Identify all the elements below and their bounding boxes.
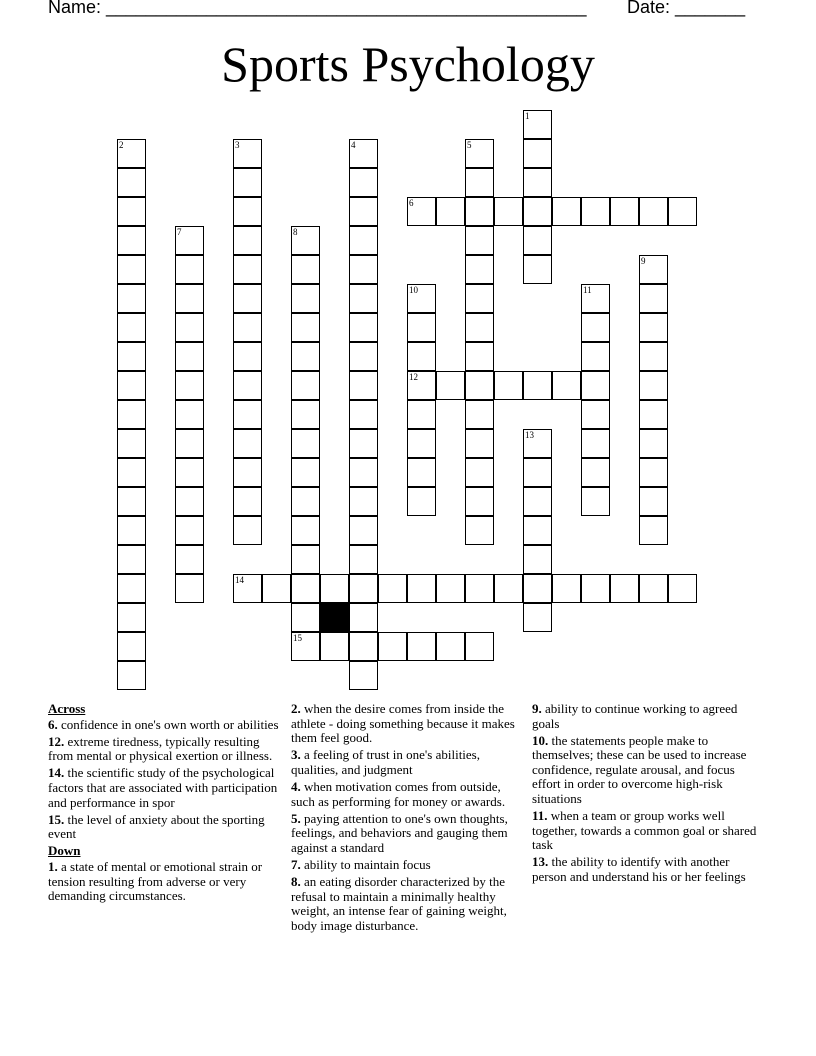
grid-cell[interactable] bbox=[523, 487, 552, 516]
grid-cell[interactable] bbox=[349, 313, 378, 342]
down-clue-9: 9. ability to continue working to agreed goals bbox=[532, 701, 738, 731]
grid-cell[interactable] bbox=[291, 458, 320, 487]
clues-column-3 bbox=[532, 702, 758, 887]
grid-cell[interactable] bbox=[349, 226, 378, 255]
clue-number: 7 bbox=[177, 227, 182, 237]
clue-number: 1 bbox=[525, 111, 530, 121]
grid-cell[interactable] bbox=[349, 400, 378, 429]
grid-cell[interactable] bbox=[378, 574, 407, 603]
grid-cell[interactable] bbox=[349, 371, 378, 400]
grid-cell[interactable] bbox=[407, 429, 436, 458]
grid-cell[interactable] bbox=[117, 284, 146, 313]
grid-cell[interactable] bbox=[465, 371, 494, 400]
grid-cell[interactable] bbox=[465, 284, 494, 313]
grid-cell[interactable] bbox=[581, 197, 610, 226]
grid-block bbox=[320, 603, 349, 632]
grid-cell[interactable] bbox=[117, 197, 146, 226]
grid-cell[interactable] bbox=[349, 429, 378, 458]
grid-cell[interactable] bbox=[349, 284, 378, 313]
grid-cell[interactable] bbox=[320, 632, 349, 661]
grid-cell[interactable] bbox=[407, 342, 436, 371]
grid-cell[interactable] bbox=[436, 632, 465, 661]
grid-cell[interactable] bbox=[407, 458, 436, 487]
grid-cell[interactable] bbox=[117, 545, 146, 574]
clue-number: 8 bbox=[293, 227, 298, 237]
grid-cell[interactable] bbox=[320, 574, 349, 603]
grid-cell[interactable] bbox=[494, 574, 523, 603]
grid-cell[interactable] bbox=[291, 487, 320, 516]
grid-cell[interactable] bbox=[117, 632, 146, 661]
grid-cell[interactable] bbox=[233, 371, 262, 400]
grid-cell[interactable] bbox=[465, 429, 494, 458]
grid-cell[interactable] bbox=[668, 197, 697, 226]
clue-number: 15 bbox=[293, 633, 302, 643]
grid-cell[interactable] bbox=[552, 197, 581, 226]
grid-cell[interactable] bbox=[465, 632, 494, 661]
down-clue-4: 4. when motivation comes from outside, such as performing for money or awards. bbox=[291, 778, 506, 809]
grid-cell[interactable] bbox=[639, 371, 668, 400]
grid-cell[interactable] bbox=[291, 603, 320, 632]
grid-cell[interactable] bbox=[291, 400, 320, 429]
grid-cell[interactable] bbox=[552, 371, 581, 400]
grid-cell[interactable] bbox=[349, 197, 378, 226]
grid-cell[interactable] bbox=[523, 603, 552, 632]
grid-cell[interactable] bbox=[436, 197, 465, 226]
clue-number: 4 bbox=[351, 140, 356, 150]
grid-cell[interactable] bbox=[668, 574, 697, 603]
grid-cell[interactable] bbox=[465, 342, 494, 371]
grid-cell[interactable] bbox=[465, 400, 494, 429]
clue-number: 11 bbox=[583, 285, 592, 295]
grid-cell[interactable] bbox=[639, 342, 668, 371]
name-field[interactable]: Name: ________________________________________________ bbox=[48, 0, 587, 17]
grid-cell[interactable] bbox=[581, 400, 610, 429]
grid-cell[interactable] bbox=[175, 545, 204, 574]
grid-cell[interactable] bbox=[233, 516, 262, 545]
grid-cell[interactable] bbox=[117, 603, 146, 632]
grid-cell[interactable] bbox=[523, 574, 552, 603]
grid-cell[interactable] bbox=[523, 516, 552, 545]
grid-cell[interactable] bbox=[175, 342, 204, 371]
grid-cell[interactable] bbox=[523, 168, 552, 197]
grid-cell[interactable] bbox=[291, 516, 320, 545]
grid-cell[interactable] bbox=[117, 255, 146, 284]
clues-column-1 bbox=[48, 702, 280, 906]
grid-cell[interactable] bbox=[291, 545, 320, 574]
grid-cell[interactable] bbox=[349, 632, 378, 661]
across-clue-14: 14. the scientific study of the psychological factors that are associated with participation and performance in spor bbox=[48, 765, 278, 810]
grid-cell[interactable] bbox=[523, 545, 552, 574]
grid-cell[interactable] bbox=[581, 458, 610, 487]
grid-cell[interactable] bbox=[349, 487, 378, 516]
grid-cell[interactable] bbox=[233, 313, 262, 342]
grid-cell[interactable] bbox=[349, 574, 378, 603]
grid-cell[interactable] bbox=[233, 458, 262, 487]
grid-cell[interactable] bbox=[581, 429, 610, 458]
grid-cell[interactable] bbox=[407, 487, 436, 516]
grid-cell[interactable] bbox=[349, 516, 378, 545]
across-heading: Across bbox=[48, 701, 86, 716]
grid-cell[interactable] bbox=[117, 168, 146, 197]
grid-cell[interactable] bbox=[465, 458, 494, 487]
clue-number: 13 bbox=[525, 430, 534, 440]
grid-cell[interactable] bbox=[175, 458, 204, 487]
grid-cell[interactable] bbox=[349, 255, 378, 284]
grid-cell[interactable] bbox=[639, 400, 668, 429]
down-clue-7: 7. ability to maintain focus bbox=[291, 856, 431, 872]
grid-cell[interactable] bbox=[465, 487, 494, 516]
grid-cell[interactable] bbox=[117, 313, 146, 342]
down-clue-1: 1. a state of mental or emotional strain or tension resulting from adverse or very demanding circumstances. bbox=[48, 858, 263, 904]
down-clue-10: 10. the statements people make to themselves; these can be used to increase confidence, regulate arousal, and focus effort in order to overcome high-risk situations bbox=[532, 732, 747, 807]
grid-cell[interactable] bbox=[378, 632, 407, 661]
clue-number: 10 bbox=[409, 285, 418, 295]
grid-cell[interactable] bbox=[639, 313, 668, 342]
grid-cell[interactable] bbox=[465, 226, 494, 255]
across-clue-6: 6. confidence in one's own worth or abilities bbox=[48, 716, 279, 732]
grid-cell[interactable] bbox=[349, 661, 378, 690]
grid-cell[interactable] bbox=[523, 458, 552, 487]
grid-cell[interactable] bbox=[117, 429, 146, 458]
down-clue-8: 8. an eating disorder characterized by the refusal to maintain a minimally healthy weight, an intense fear of gaining weight, body image disturbance. bbox=[291, 874, 507, 933]
grid-cell[interactable] bbox=[175, 284, 204, 313]
grid-cell[interactable] bbox=[349, 458, 378, 487]
grid-cell[interactable] bbox=[291, 574, 320, 603]
grid-cell[interactable] bbox=[233, 255, 262, 284]
grid-cell[interactable] bbox=[117, 400, 146, 429]
grid-cell[interactable] bbox=[117, 371, 146, 400]
grid-cell[interactable] bbox=[639, 429, 668, 458]
grid-cell[interactable] bbox=[349, 342, 378, 371]
grid-cell[interactable] bbox=[407, 574, 436, 603]
down-clue-3: 3. a feeling of trust in one's abilities, qualities, and judgment bbox=[291, 747, 480, 777]
grid-cell[interactable] bbox=[175, 313, 204, 342]
grid-cell[interactable] bbox=[175, 255, 204, 284]
grid-cell[interactable] bbox=[291, 429, 320, 458]
grid-cell[interactable] bbox=[552, 574, 581, 603]
grid-cell[interactable] bbox=[610, 574, 639, 603]
grid-cell[interactable] bbox=[639, 574, 668, 603]
grid-cell[interactable] bbox=[523, 197, 552, 226]
grid-cell[interactable] bbox=[581, 487, 610, 516]
grid-cell[interactable] bbox=[349, 545, 378, 574]
grid-cell[interactable] bbox=[233, 487, 262, 516]
grid-cell[interactable] bbox=[233, 400, 262, 429]
clues-column-2 bbox=[291, 702, 518, 936]
grid-cell[interactable] bbox=[436, 371, 465, 400]
clue-number: 3 bbox=[235, 140, 240, 150]
grid-cell[interactable] bbox=[117, 226, 146, 255]
grid-cell[interactable] bbox=[175, 371, 204, 400]
grid-cell[interactable] bbox=[581, 371, 610, 400]
grid-cell[interactable] bbox=[465, 168, 494, 197]
grid-cell[interactable] bbox=[494, 197, 523, 226]
grid-cell[interactable] bbox=[407, 632, 436, 661]
grid-cell[interactable] bbox=[175, 400, 204, 429]
grid-cell[interactable] bbox=[233, 197, 262, 226]
down-clue-5: 5. paying attention to one's own thoughts, feelings, and behaviors and gauging them against a standard bbox=[291, 810, 508, 855]
grid-cell[interactable] bbox=[581, 342, 610, 371]
grid-cell[interactable] bbox=[349, 603, 378, 632]
across-clue-12: 12. extreme tiredness, typically resulting from mental or physical exertion or illness. bbox=[48, 733, 273, 764]
grid-cell[interactable] bbox=[639, 516, 668, 545]
grid-cell[interactable] bbox=[117, 458, 146, 487]
down-clue-2: 2. when the desire comes from inside the athlete - doing something because it makes them feel good. bbox=[291, 701, 515, 746]
grid-cell[interactable] bbox=[523, 255, 552, 284]
grid-cell[interactable] bbox=[639, 458, 668, 487]
down-clue-13: 13. the ability to identify with another person and understand his or her feelings bbox=[532, 854, 746, 885]
grid-cell[interactable] bbox=[465, 255, 494, 284]
grid-cell[interactable] bbox=[291, 371, 320, 400]
clue-number: 6 bbox=[409, 198, 414, 208]
grid-cell[interactable] bbox=[117, 574, 146, 603]
grid-cell[interactable] bbox=[233, 284, 262, 313]
grid-cell[interactable] bbox=[117, 342, 146, 371]
grid-cell[interactable] bbox=[291, 284, 320, 313]
grid-cell[interactable] bbox=[117, 487, 146, 516]
grid-cell[interactable] bbox=[175, 574, 204, 603]
grid-cell[interactable] bbox=[233, 342, 262, 371]
grid-cell[interactable] bbox=[639, 487, 668, 516]
clue-number: 14 bbox=[235, 575, 244, 585]
grid-cell[interactable] bbox=[175, 429, 204, 458]
clue-number: 12 bbox=[409, 372, 418, 382]
grid-cell[interactable] bbox=[291, 313, 320, 342]
grid-cell[interactable] bbox=[523, 226, 552, 255]
grid-cell[interactable] bbox=[262, 574, 291, 603]
grid-cell[interactable] bbox=[233, 429, 262, 458]
clue-number: 2 bbox=[119, 140, 124, 150]
grid-cell[interactable] bbox=[465, 516, 494, 545]
across-clue-15: 15. the level of anxiety about the sporting event bbox=[48, 811, 265, 842]
grid-cell[interactable] bbox=[291, 342, 320, 371]
grid-cell[interactable] bbox=[465, 197, 494, 226]
clue-number: 9 bbox=[641, 256, 646, 266]
grid-cell[interactable] bbox=[581, 574, 610, 603]
grid-cell[interactable] bbox=[639, 197, 668, 226]
grid-cell[interactable] bbox=[523, 371, 552, 400]
down-heading: Down bbox=[48, 843, 81, 859]
grid-cell[interactable] bbox=[407, 400, 436, 429]
date-field[interactable]: Date: _______ bbox=[627, 0, 746, 17]
grid-cell[interactable] bbox=[407, 313, 436, 342]
grid-cell[interactable] bbox=[436, 574, 465, 603]
clue-number: 5 bbox=[467, 140, 472, 150]
grid-cell[interactable] bbox=[494, 371, 523, 400]
grid-cell[interactable] bbox=[465, 574, 494, 603]
puzzle-title: Sports Psychology bbox=[221, 36, 595, 92]
grid-cell[interactable] bbox=[610, 197, 639, 226]
grid-cell[interactable] bbox=[639, 284, 668, 313]
grid-cell[interactable] bbox=[117, 516, 146, 545]
down-clue-11: 11. when a team or group works well together, towards a common goal or shared task bbox=[532, 808, 757, 853]
grid-cell[interactable] bbox=[233, 226, 262, 255]
grid-cell[interactable] bbox=[233, 168, 262, 197]
grid-cell[interactable] bbox=[291, 255, 320, 284]
grid-cell[interactable] bbox=[175, 487, 204, 516]
grid-cell[interactable] bbox=[117, 661, 146, 690]
grid-cell[interactable] bbox=[349, 168, 378, 197]
grid-cell[interactable] bbox=[523, 139, 552, 168]
grid-cell[interactable] bbox=[465, 313, 494, 342]
grid-cell[interactable] bbox=[175, 516, 204, 545]
grid-cell[interactable] bbox=[581, 313, 610, 342]
